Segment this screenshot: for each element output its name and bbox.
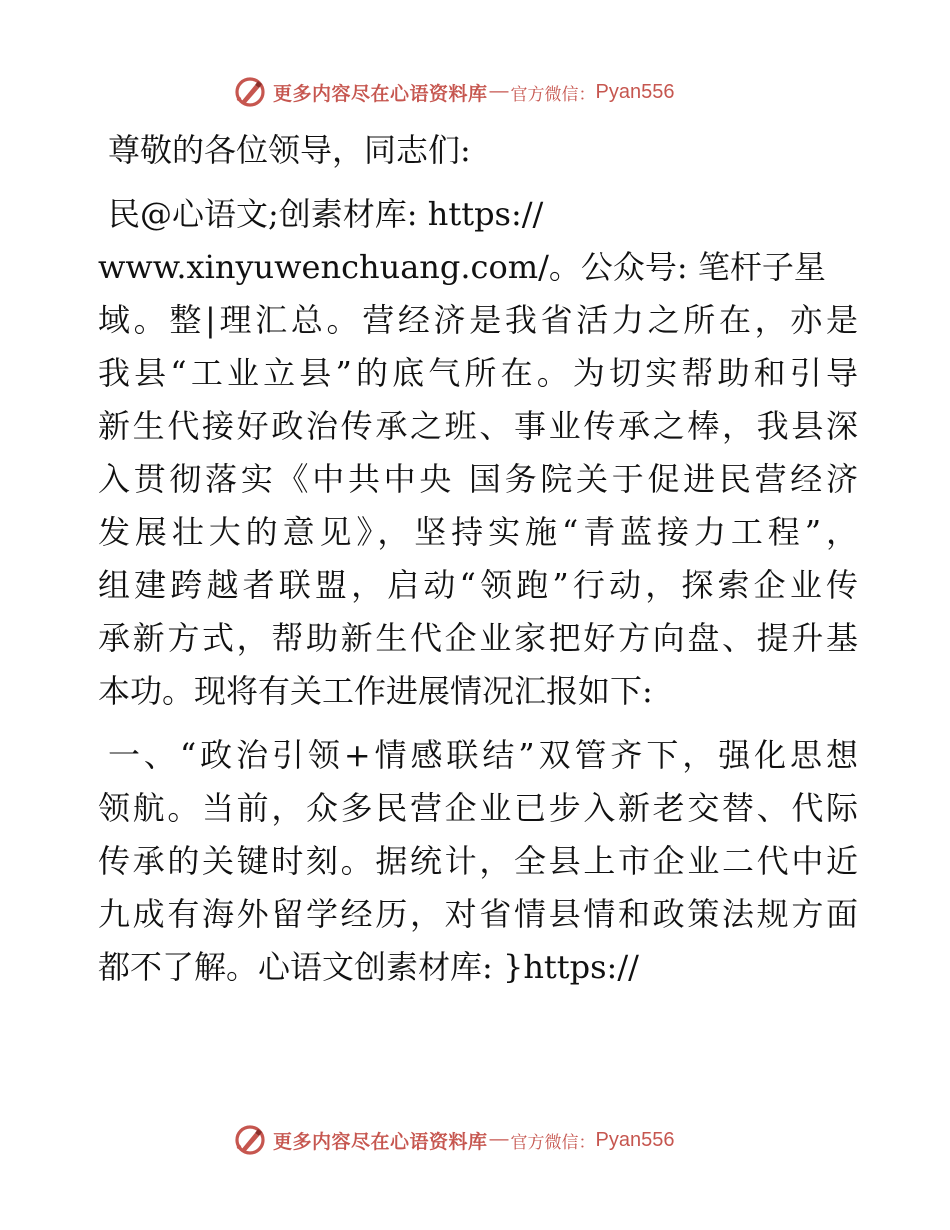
text-line: 我县“工业立县”的底气所在。为切实帮助和引导 bbox=[98, 354, 858, 392]
text-line: 域。整|理汇总。营经济是我省活力之所在，亦是 bbox=[98, 301, 858, 339]
document-body bbox=[98, 124, 858, 994]
pen-in-circle-icon bbox=[233, 1123, 267, 1157]
salutation: 尊敬的各位领导，同志们: bbox=[108, 131, 471, 169]
header-watermark-banner bbox=[0, 72, 950, 112]
text-line: 入贯彻落实《中共中央 国务院关于促进民营经济 bbox=[98, 460, 858, 498]
text-line: 九成有海外留学经历，对省情县情和政策法规方面 bbox=[98, 895, 858, 933]
text-line: 民@心语文;创素材库: https:// bbox=[108, 195, 544, 233]
pen-in-circle-icon bbox=[233, 75, 267, 109]
banner-text: 更多内容尽在心语资料库 bbox=[273, 82, 488, 105]
footer-watermark-banner bbox=[0, 1120, 950, 1160]
text-line: 传承的关键时刻。据统计，全县上市企业二代中近 bbox=[98, 842, 858, 880]
text-line: 都不了解。心语文创素材库: }https:// bbox=[98, 948, 639, 986]
paragraph-2 bbox=[98, 729, 858, 994]
text-line: www.xinyuwenchuang.com/。公众号: 笔杆子星 bbox=[98, 248, 826, 286]
banner-wechat-label: 官方微信： bbox=[510, 84, 596, 105]
banner-dash: — bbox=[489, 81, 509, 102]
banner-wechat-id: Pyan556 bbox=[595, 80, 675, 103]
text-line: 新生代接好政治传承之班、事业传承之棒，我县深 bbox=[98, 407, 858, 445]
text-line: 领航。当前，众多民营企业已步入新老交替、代际 bbox=[98, 789, 858, 827]
banner-text: 更多内容尽在心语资料库 bbox=[273, 1130, 488, 1153]
paragraph-1 bbox=[98, 188, 858, 718]
banner-wechat-label: 官方微信： bbox=[510, 1132, 596, 1153]
text-line: 一、“政治引领+情感联结”双管齐下，强化思想 bbox=[108, 736, 858, 774]
text-line: 承新方式，帮助新生代企业家把好方向盘、提升基 bbox=[98, 619, 858, 657]
banner-wechat-id: Pyan556 bbox=[595, 1128, 675, 1151]
banner-dash: — bbox=[489, 1129, 509, 1150]
text-line: 组建跨越者联盟，启动“领跑”行动，探索企业传 bbox=[98, 566, 858, 604]
text-line: 发展壮大的意见》，坚持实施“青蓝接力工程”， bbox=[98, 513, 858, 551]
text-line: 本功。现将有关工作进展情况汇报如下: bbox=[98, 672, 653, 710]
